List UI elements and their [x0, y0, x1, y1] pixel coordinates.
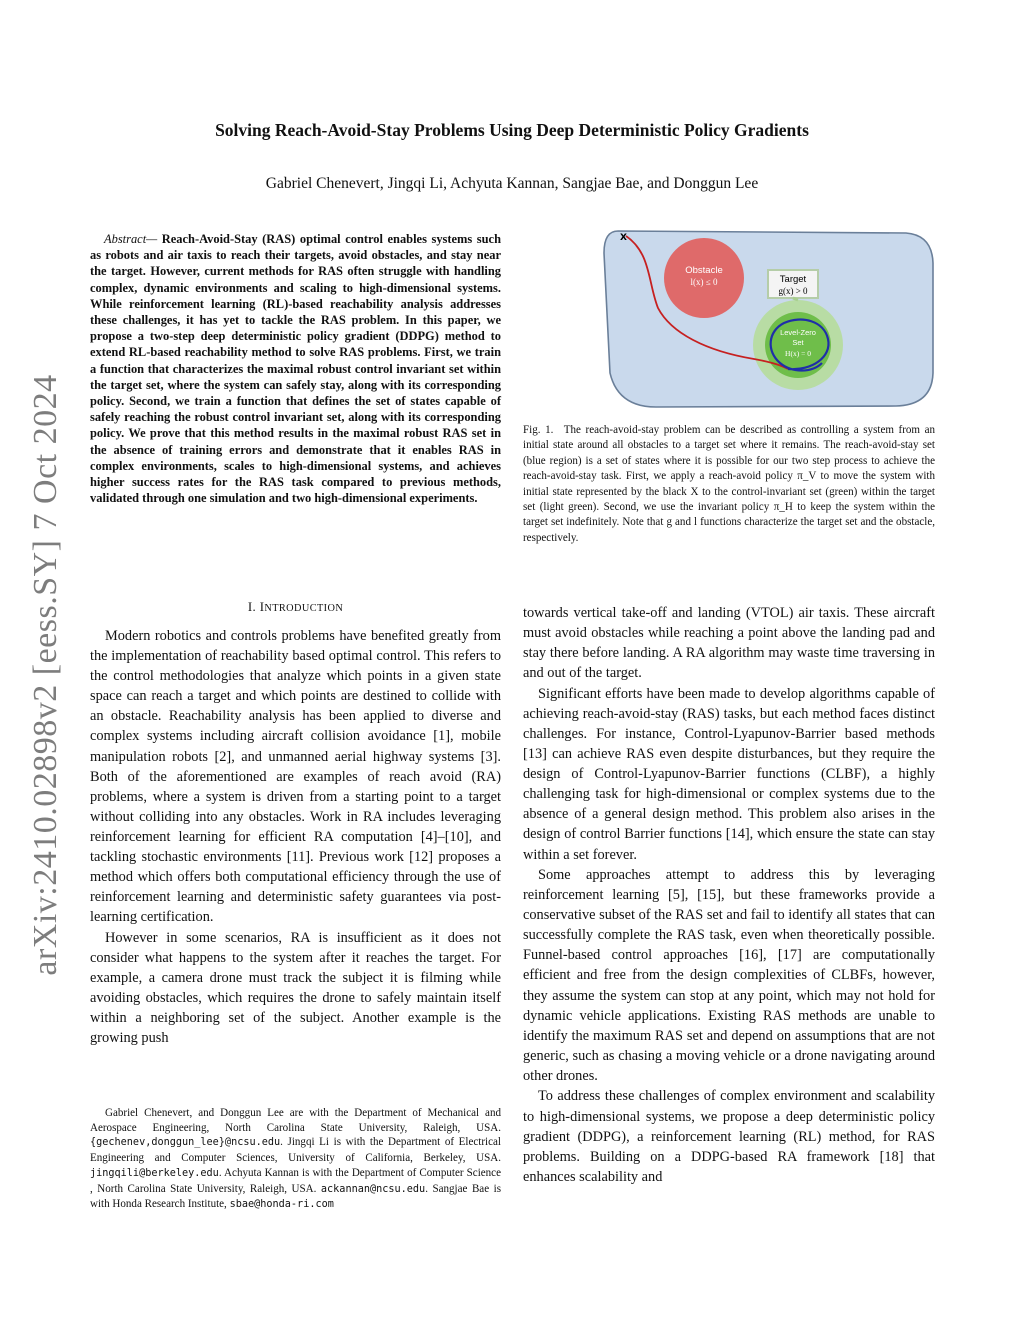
footnote-text: . Sangjae Bae is with Honda Research Institute, — [90, 1182, 501, 1211]
target-pointer — [793, 298, 798, 300]
abstract: Abstract— Reach-Avoid-Stay (RAS) optimal control enables systems such as robots and air taxis to reach their targets, avoid obstacles, and stay near the target. However, current methods for RAS often struggle with handling complex, dynamic environments and scaling to high-dimensional systems. While reinforcement learning (RL)-based reachability analysis addresses these challenges, it has yet to tackle the RAS problem. In this paper, we propose a two-step deep deterministic policy gradient (DDPG) method to extend RL-based reachability method to solve RAS problems. First, we train a function that characterizes the maximal robust control invariant set within the target set, where the system can safely stay, along with its corresponding policy. Second, we train a function that defines the set of states capable of safely reaching the robust control invariant set, along with its corresponding policy. We prove that this method results in the maximal robust RAS set in the absence of training errors and demonstrate that it enables RAS in complex environments, scales to high-dimensional systems, and achieves higher success rates for the RAS task compared to previous methods, validated through one simulation and two high-dimensional experiments. — [90, 232, 501, 506]
level-zero-label: Level-Zero — [780, 328, 816, 337]
figure-caption — [523, 423, 935, 546]
obstacle-label: Obstacle — [685, 265, 723, 276]
arxiv-sidebar — [6, 375, 86, 975]
footnote-text: . Achyuta Kannan is with the Department of Computer Science , North Carolina State University, Raleigh, USA. — [90, 1166, 501, 1195]
obstacle-condition: l(x) ≤ 0 — [690, 277, 718, 287]
section-title-initial: I — [259, 600, 265, 614]
email-link[interactable]: ackannan@ncsu.edu — [320, 1183, 426, 1195]
paragraph: Some approaches attempt to address this by leveraging reinforcement learning [5], [15], but these frameworks provide a conservative subset of the RAS set and fail to identify all states that can successfully complete the RAS task, even when theoretically possible. Funnel-based control approaches [16], [17] are computationally efficient and free from the design complexities of CLBFs, however, they assume the system can stop at any point, which may not hold for dynamic vehicle applications. Existing RAS methods are unable to identify the maximum RAS set and depend on assumptions that are not generic, such as chasing a moving vehicle or a drone navigating around other drones. — [523, 867, 935, 1084]
caption-text: The reach-avoid-stay problem can be described as controlling a system from an initial state around all obstacles to a target set where it remains. The reach-avoid-stay set (blue region) is a set of states where it is possible for our two step process to achieve the reach-avoid-stay task. First, we apply a reach-avoid policy π_V to move the system with initial state represented by the black X to the control-invariant set (green) within the target set (light green). Second, we use the invariant policy π_H to keep the system within the target set indefinitely. Note that g and l functions characterize the target set and the obstacle, respectively. — [523, 424, 936, 544]
email-link[interactable]: sbae@honda-ri.com — [229, 1199, 334, 1211]
footnote-text: . Jingqi Li is with the Department of Electrical Engineering and Computer Sciences, University of California, Berkeley, USA. — [90, 1136, 501, 1165]
arxiv-identifier: arXiv:2410.02898v2 [eess.SY] 7 Oct 2024 — [27, 374, 64, 976]
paragraph: towards vertical take-off and landing (VTOL) air taxis. These aircraft must avoid obstacles while reaching a point above the landing pad and stay there before landing. A RA algorithm may waste time traversing in and out of the target. — [523, 605, 935, 682]
abstract-text: Reach-Avoid-Stay (RAS) optimal control enables systems such as robots and air taxis to reach their targets, avoid obstacles, and stay near the target. However, current methods for RAS often struggle with handling complex, dynamic environments and scaling to high-dimensional systems. While reinforcement learning (RL)-based reachability analysis addresses these challenges, it has yet to tackle the RAS problem. In this paper, we propose a two-step deep deterministic policy gradient (DDPG) method to extend RL-based reachability method to solve RAS problems. First, we train a function that characterizes the maximal robust control invariant set within the target set, where the system can safely stay, along with its corresponding policy. Second, we train a function that defines the set of states capable of safely reaching the robust control invariant set, along with its corresponding policy. We prove that this method results in the maximal robust RAS set in the absence of training errors and demonstrate that it enables RAS in complex environments, scales to high-dimensional systems, and achieves higher success rates for the RAS task compared to previous methods, validated through one simulation and two high-dimensional experiments. — [90, 232, 501, 506]
abstract-lead: Abstract — [104, 232, 147, 246]
figure-1 — [596, 223, 936, 409]
paper-title: Solving Reach-Avoid-Stay Problems Using Deep Deterministic Policy Gradients — [215, 120, 809, 140]
left-column — [90, 626, 501, 1048]
paragraph: To address these challenges of complex environment and scalability to high-dimensional systems, we propose a deep deterministic policy gradient (DDPG), a reinforcement learning (RL) method, for RAS problems. Building on a DDPG-based RA framework [18] that enhances scalability and — [523, 1088, 935, 1185]
paper-authors: Gabriel Chenevert, Jingqi Li, Achyuta Kannan, Sangjae Bae, and Donggun Lee — [265, 175, 759, 192]
section-title-rest: NTRODUCTION — [264, 603, 344, 614]
section-number: I. — [247, 600, 260, 614]
email-link[interactable]: {gechenev,donggun_lee}@ncsu.edu — [90, 1137, 281, 1149]
paragraph: Significant efforts have been made to develop algorithms capable of achieving reach-avoid-stay (RAS) tasks, but each method faces distinct challenges. For instance, Control-Lyapunov-Barrier based methods [13] can achieve RAS even despite disturbances, but they require the design of Control-Lyapunov-Barrier functions (CLBF), a highly challenging task for high-dimensional or complex systems due to the absence of a general design method. This problem also arises in the design of control Barrier functions [14], which ensure the state can stay within a set forever. — [523, 685, 935, 863]
affiliation-footnote — [90, 1106, 501, 1213]
paragraph: Modern robotics and controls problems have benefited greatly from the implementation of reachability based optimal control. This refers to the control methodologies that analyze which points in a given state space can reach a target and which points are destined to collide with an obstacle. Reachability analysis has been applied to diverse and complex systems including aircraft collision avoidance [1], mobile manipulation robots [2], and unmanned aerial highway systems [3]. Both of the aforementioned are examples of reach avoid (RA) problems, where a system is driven from a starting point to a target without colliding into any obstacles. Work in RA includes leveraging reinforcement learning for efficient RA computation [4]–[10], and tackling stochastic environments [11]. Previous work [12] proposes a method which offers both computational efficiency through the use of reinforcement learning and deterministic safety guarantees via post-learning certification. — [90, 628, 501, 926]
paragraph: However in some scenarios, RA is insufficient as it does not consider what happens to the system after it reaches the target. For example, a camera drone must track the subject it is filming while avoiding obstacles, which requires the drone to safely maintain itself within a neighboring set of the subject. Another example is the growing push — [90, 929, 501, 1047]
figure-label: Fig. 1. — [523, 424, 554, 436]
start-marker-icon: X — [620, 233, 627, 243]
right-column — [523, 603, 935, 1187]
target-condition: g(x) > 0 — [778, 286, 808, 296]
email-link[interactable]: jingqili@berkeley.edu — [90, 1167, 219, 1179]
level-zero-condition: H(x) = 0 — [785, 349, 811, 358]
section-heading-introduction — [90, 600, 501, 615]
footnote-text: Gabriel Chenevert, and Donggun Lee are with the Department of Mechanical and Aerospace Engineering, North Carolina State University, Raleigh, USA. — [90, 1107, 501, 1134]
target-label: Target — [779, 274, 807, 285]
level-zero-label-2: Set — [792, 338, 804, 347]
